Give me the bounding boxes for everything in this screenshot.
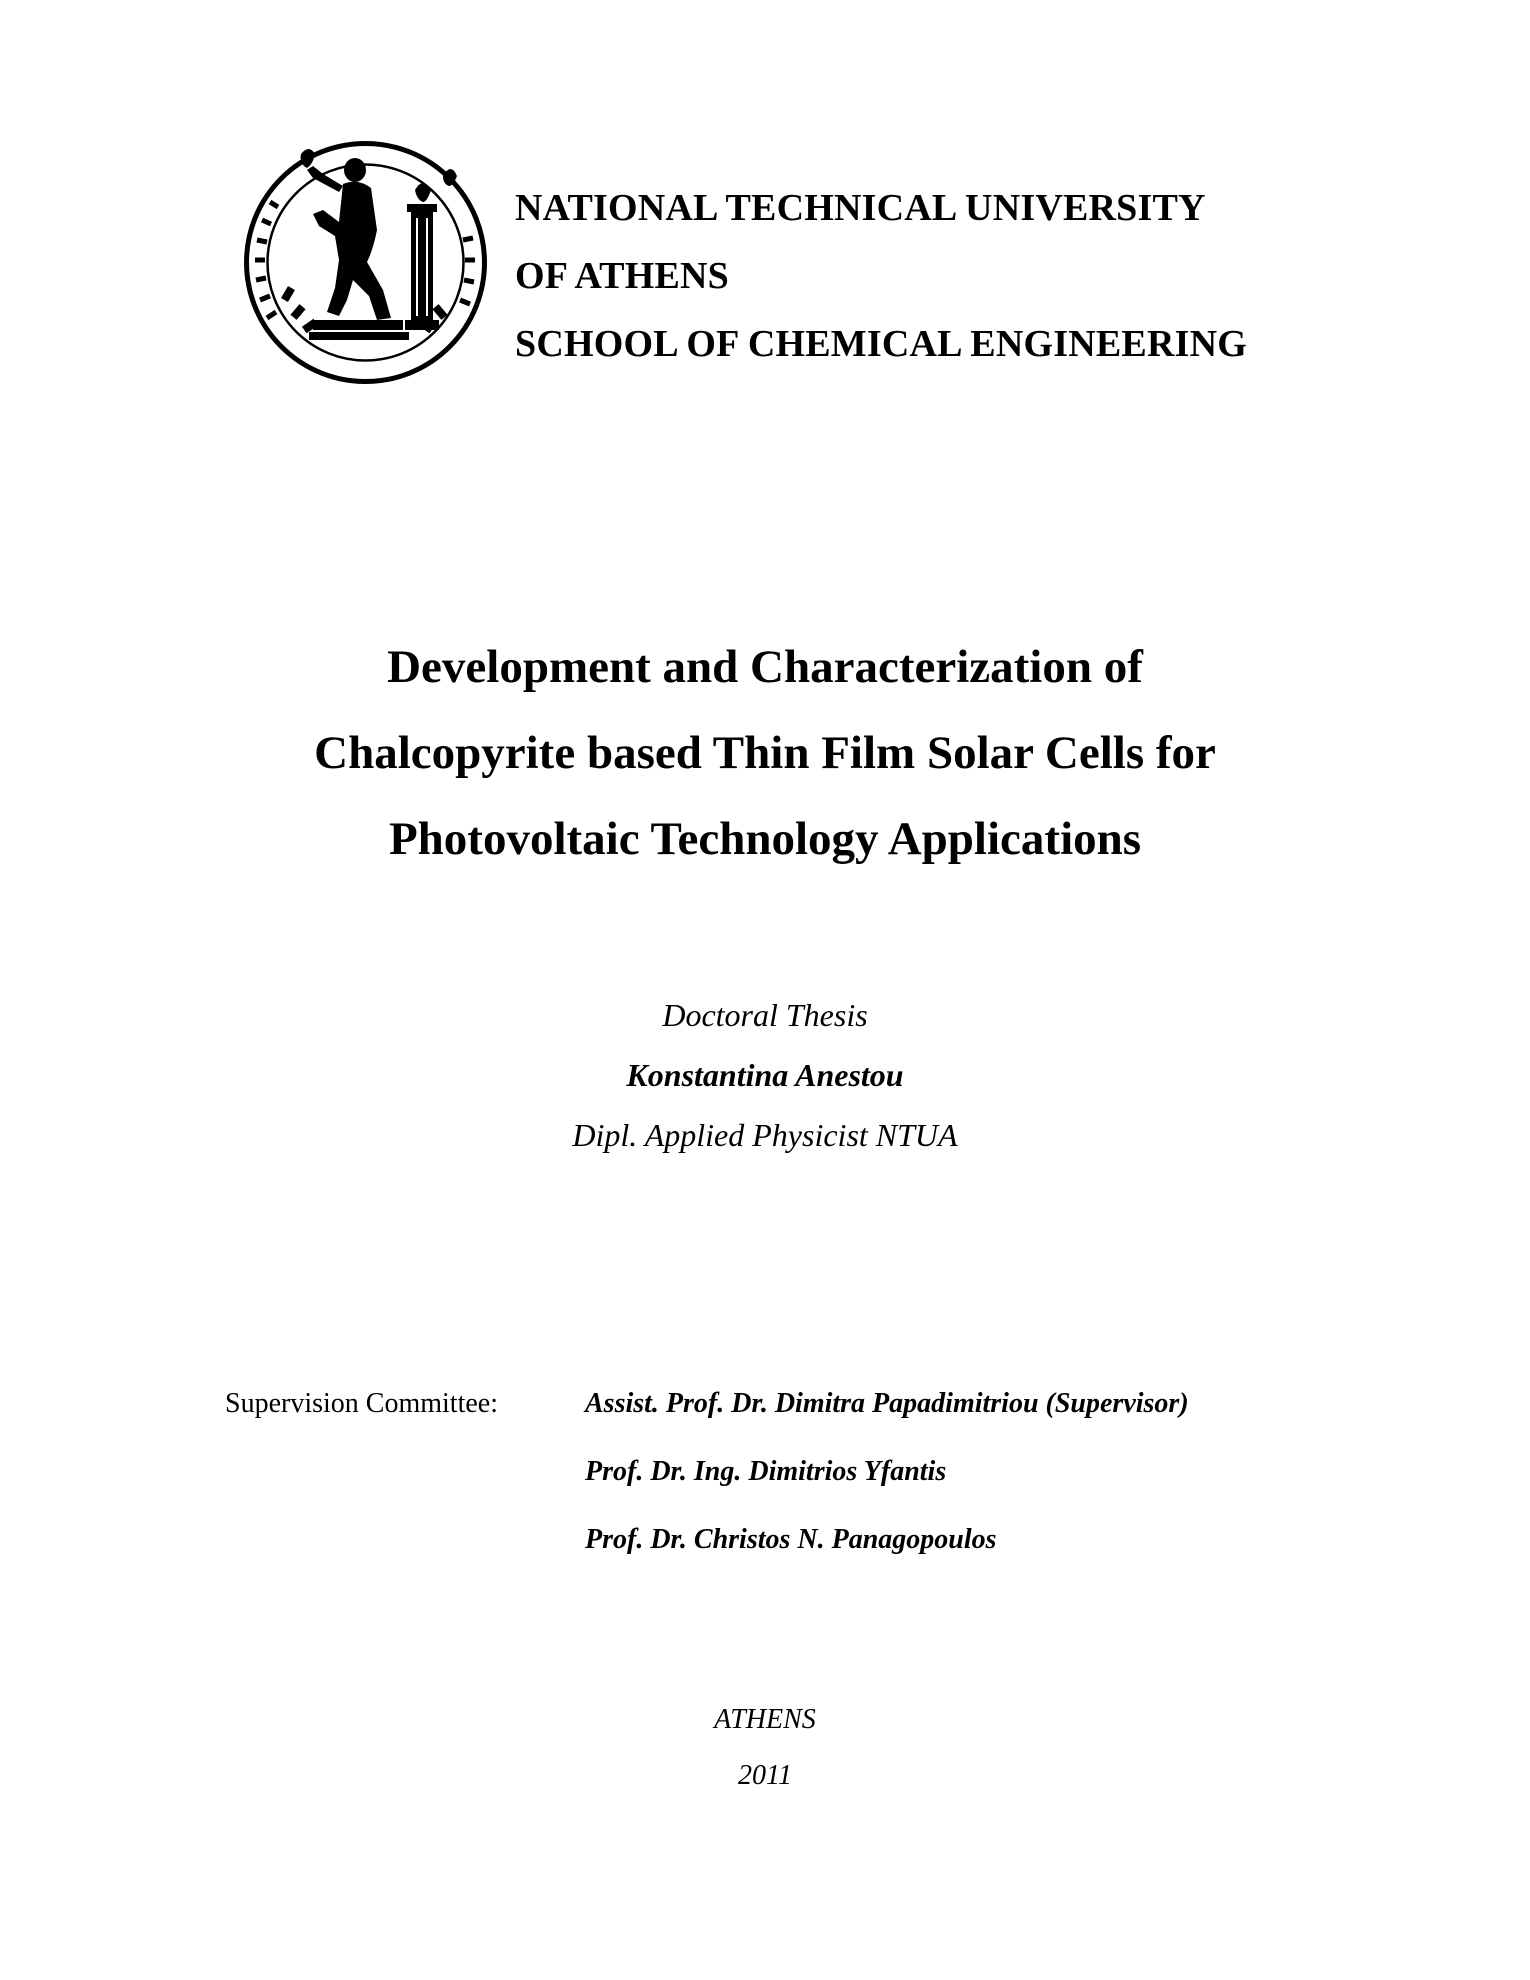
- year: 2011: [738, 1760, 792, 1791]
- author-name: Konstantina Anestou: [626, 1057, 904, 1093]
- thesis-title: [0, 624, 1530, 882]
- place-and-year: [0, 1692, 1530, 1804]
- title-line-1: Development and Characterization of: [387, 641, 1143, 693]
- place: ATHENS: [714, 1704, 816, 1735]
- committee-label: Supervision Committee:: [225, 1388, 498, 1419]
- institution-line-1: NATIONAL TECHNICAL UNIVERSITY: [515, 187, 1206, 229]
- title-line-2: Chalcopyrite based Thin Film Solar Cells for: [314, 727, 1216, 779]
- ntua-seal-icon: [243, 140, 488, 385]
- committee-member: Assist. Prof. Dr. Dimitra Papadimitriou (Supervisor): [585, 1388, 1189, 1419]
- institution-name: [515, 174, 1247, 378]
- title-line-3: Photovoltaic Technology Applications: [388, 813, 1142, 865]
- author-degree: Dipl. Applied Physicist NTUA: [572, 1117, 958, 1153]
- committee-members: [585, 1384, 1189, 1588]
- institution-line-3: SCHOOL OF CHEMICAL ENGINEERING: [515, 323, 1247, 365]
- institution-line-2: OF ATHENS: [515, 255, 730, 297]
- committee-member: Prof. Dr. Ing. Dimitrios Yfantis: [585, 1456, 947, 1487]
- thesis-type: Doctoral Thesis: [662, 997, 868, 1033]
- thesis-info: [0, 985, 1530, 1165]
- committee-member: Prof. Dr. Christos N. Panagopoulos: [585, 1524, 997, 1555]
